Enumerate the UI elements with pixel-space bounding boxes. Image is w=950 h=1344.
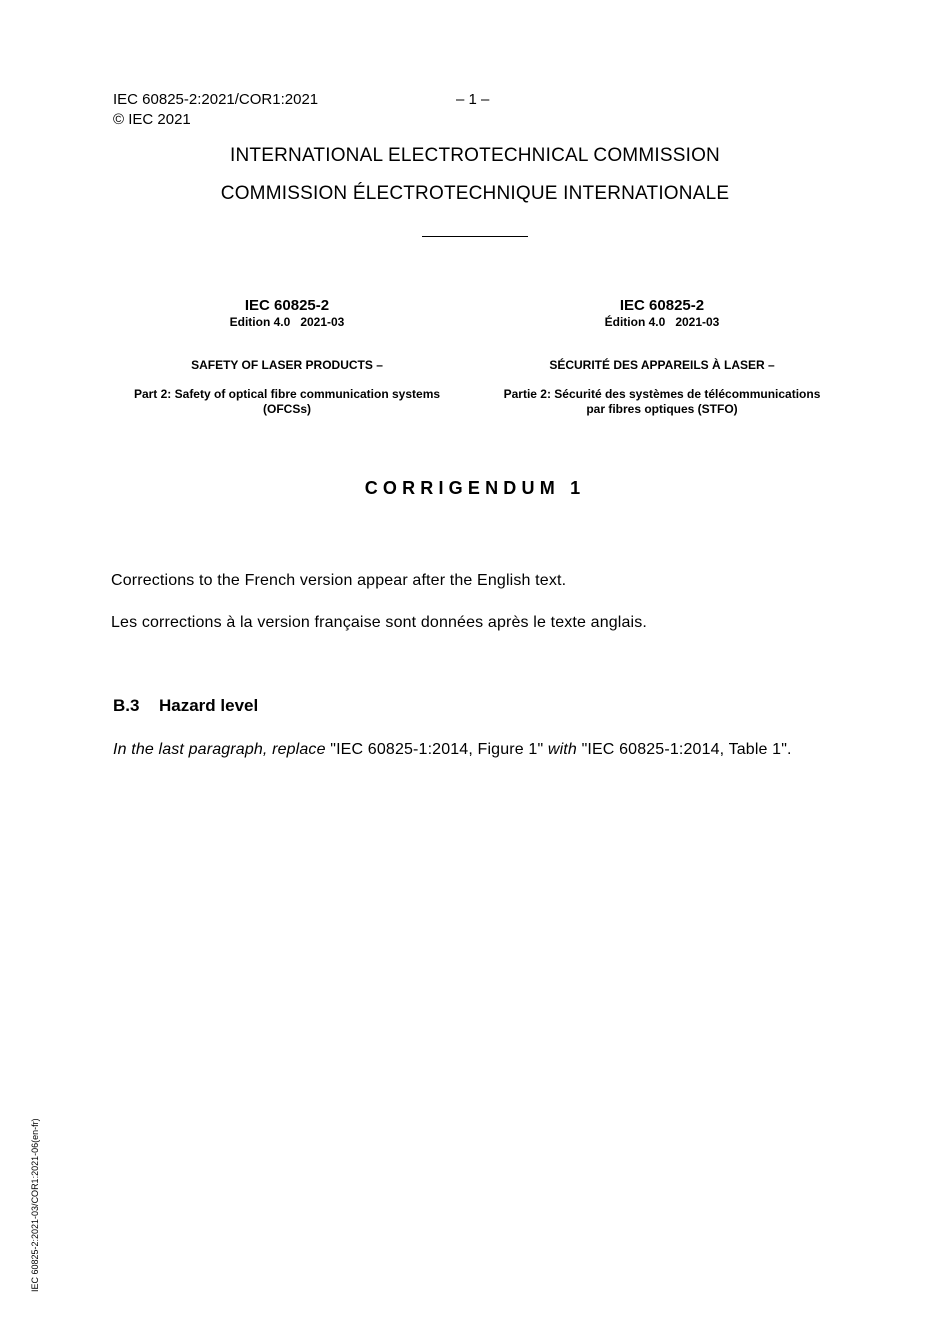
copyright-line: © IEC 2021 [113,111,191,128]
clause-title: Hazard level [159,696,259,715]
document-id: IEC 60825-2:2021/COR1:2021 [113,91,319,108]
french-column [497,297,827,417]
english-part-title: Part 2: Safety of optical fibre communication systems (OFCSs) [133,387,441,416]
intro-english: Corrections to the French version appear after the English text. [111,572,567,589]
organization-name-english: INTERNATIONAL ELECTROTECHNICAL COMMISSION [230,145,720,166]
instruction-new-text: "IEC 60825-1:2014, Table 1". [581,741,792,758]
correction-instruction [113,740,837,760]
side-margin-identifier: IEC 60825-2:2021-03/COR1:2021-06(en-fr) [30,1118,40,1292]
instruction-old-text: "IEC 60825-1:2014, Figure 1" [330,741,544,758]
english-title: SAFETY OF LASER PRODUCTS – [191,358,383,372]
english-standard-number: IEC 60825-2 [244,297,330,314]
french-standard-number: IEC 60825-2 [619,297,705,314]
organization-name-french: COMMISSION ÉLECTROTECHNIQUE INTERNATIONALE [220,183,730,204]
french-edition: Édition 4.0 2021-03 [604,315,720,329]
english-column [122,297,452,417]
corrigendum-title: CORRIGENDUM 1 [364,478,586,498]
instruction-connector: with [547,741,577,758]
french-title: SÉCURITÉ DES APPAREILS À LASER – [549,358,775,372]
clause-number: B.3 [113,696,140,715]
title-divider [422,236,528,237]
page-number: – 1 – [456,91,490,108]
english-edition: Edition 4.0 2021-03 [229,315,345,329]
intro-french: Les corrections à la version française sont données après le texte anglais. [111,614,647,631]
french-part-title: Partie 2: Sécurité des systèmes de télécommunications par fibres optiques (STFO) [503,387,821,416]
clause-heading [113,696,258,716]
instruction-lead: In the last paragraph, replace [113,741,326,758]
